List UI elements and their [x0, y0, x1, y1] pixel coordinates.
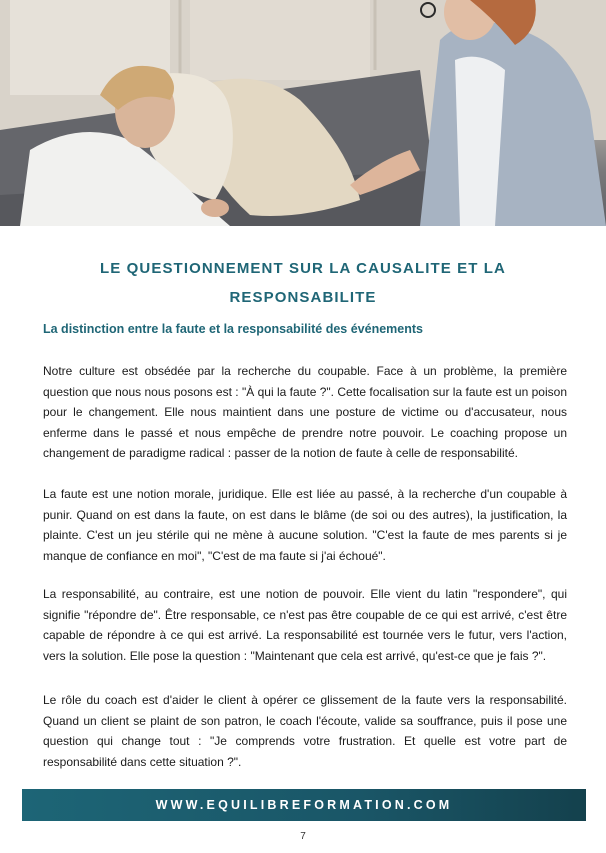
section-subtitle: La distinction entre la faute et la responsabilité des événements — [43, 322, 423, 336]
page-number: 7 — [300, 831, 306, 842]
header-photo — [0, 0, 606, 226]
paragraph-4: Le rôle du coach est d'aider le client à opérer ce glissement de la faute vers la responsabilité. Quand un client se plaint de son patron, le coach l'écoute, valide sa souffrance, puis il pose une question qui change tout : "Je comprends votre frustration. Et quelle est votre part de responsabilité dans cette situation ?". — [43, 693, 567, 769]
paragraph-1: Notre culture est obsédée par la recherche du coupable. Face à un problème, la première question que nous nous posons est : "À qui la faute ?". Cette focalisation sur la faute est un poison pour le changement. Elle nous maintient dans une posture de victime ou d'accusateur, nous enferme dans le passé et nous empêche de prendre notre pouvoir. Le coaching propose un changement de paradigme radical : passer de la notion de faute à celle de responsabilité. — [43, 364, 567, 460]
paragraph-3: La responsabilité, au contraire, est une notion de pouvoir. Elle vient du latin "respondere", qui signifie "répondre de". Être responsable, ce n'est pas être coupable de ce qui est arrivé, c'est être capable de répondre à ce qui est arrivé. La responsabilité est tournée vers le futur, vers l'action, vers la solution. Elle pose la question : "Maintenant que cela est arrivé, qu'est-ce que je fais ?". — [43, 587, 567, 663]
footer-website-link[interactable]: WWW.EQUILIBREFORMATION.COM — [155, 798, 453, 812]
photo-icon — [0, 0, 606, 226]
footer-bar — [22, 789, 586, 821]
paragraph-2: La faute est une notion morale, juridique. Elle est liée au passé, à la recherche d'un coupable à punir. Quand on est dans la faute, on est dans le blâme (de soi ou des autres), la justification, la plainte. C'est un jeu stérile qui ne mène à aucune solution. "C'est la faute de mes parents si je manque de confiance en moi", "C'est de ma faute si j'ai échoué". — [43, 487, 567, 563]
page-title: LE QUESTIONNEMENT SUR LA CAUSALITE ET LA RESPONSABILITE — [100, 260, 506, 306]
